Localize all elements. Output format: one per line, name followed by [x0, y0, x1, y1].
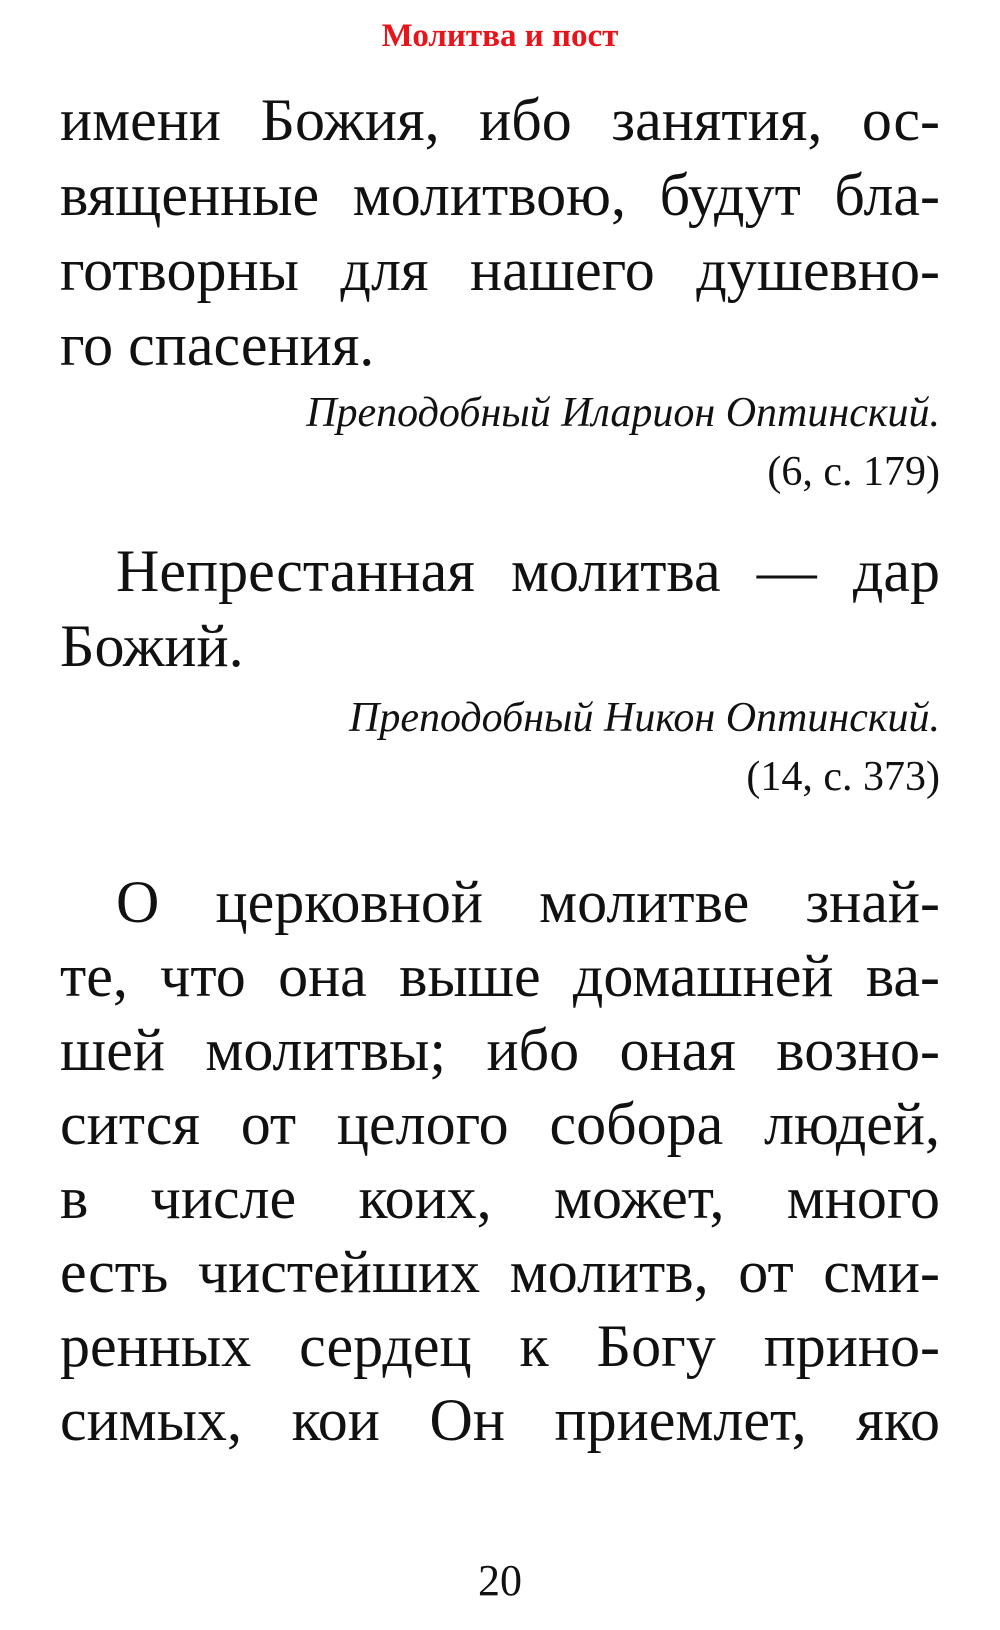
running-head: Молитва и пост: [381, 18, 619, 54]
source-citation: (6, с. 179): [767, 449, 940, 495]
paragraph-line: ренных сердец к Богу прино-: [60, 1313, 940, 1379]
paragraph-line: те, что она выше домашней ва-: [60, 943, 940, 1009]
page-number: 20: [478, 1556, 522, 1605]
paragraph-line: го спасения.: [60, 312, 375, 378]
quote-attribution: Преподобный Никон Оптинский.: [348, 695, 940, 741]
paragraph-line: О церковной молитве знай-: [116, 869, 940, 935]
paragraph-line: в числе коих, может, много: [60, 1165, 940, 1231]
paragraph-line: имени Божия, ибо занятия, ос-: [60, 87, 940, 153]
paragraph-line: Божий.: [60, 613, 244, 679]
paragraph-line: вященные молитвою, будут бла-: [60, 162, 940, 228]
paragraph-line: сится от целого собора людей,: [60, 1091, 940, 1157]
paragraph-line: шей молитвы; ибо оная возно-: [60, 1017, 940, 1083]
paragraph-line: Непрестанная молитва — дар: [116, 538, 940, 604]
paragraph-line: симых, кои Он приемлет, яко: [60, 1387, 940, 1453]
source-citation: (14, с. 373): [746, 754, 940, 800]
paragraph-line: готворны для нашего душевно-: [60, 237, 940, 303]
quote-attribution: Преподобный Иларион Оптинский.: [306, 390, 940, 436]
paragraph-line: есть чистейших молитв, от сми-: [60, 1239, 940, 1305]
